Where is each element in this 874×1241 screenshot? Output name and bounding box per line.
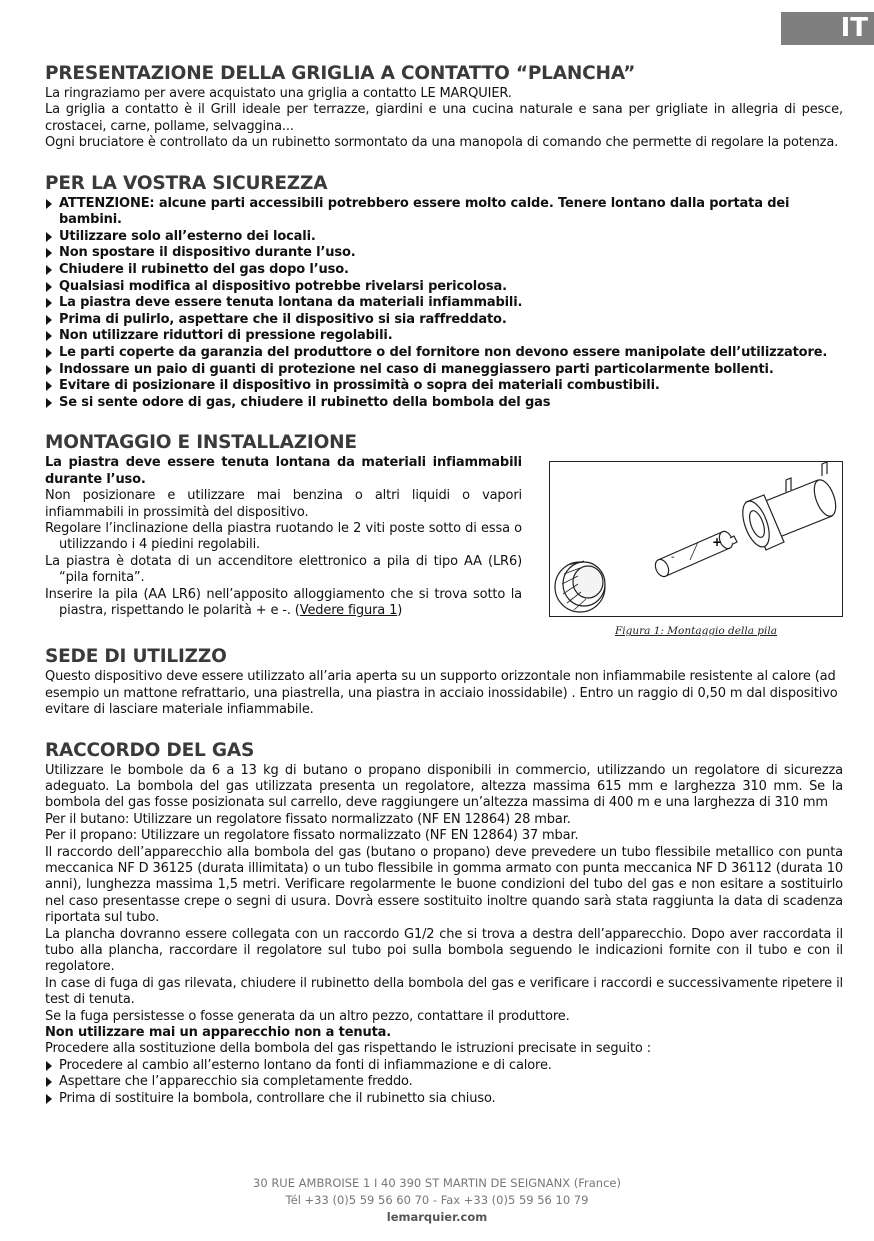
figure-container	[549, 455, 843, 637]
safety-item: Utilizzare solo all’esterno dei locali.	[45, 229, 843, 246]
gas-step: Aspettare che l’apparecchio sia completamente freddo.	[45, 1074, 843, 1091]
bullet-arrow-icon	[46, 398, 52, 408]
safety-item: Indossare un paio di guanti di protezione nel caso di maneggiassero parti particolarmente bollenti.	[45, 362, 843, 379]
safety-item: Evitare di posizionare il dispositivo in prossimità o sopra dei materiali combustibili.	[45, 378, 843, 395]
gas-paragraph: Se la fuga persistesse o fosse generata da un altro pezzo, contattare il produttore.	[45, 1008, 570, 1024]
battery-assembly-illustration	[550, 462, 842, 616]
presentation-paragraph: Ogni bruciatore è controllato da un rubinetto sormontato da una manopola di comando che permette di regolare la potenza.	[45, 135, 839, 151]
gas-section	[45, 739, 843, 1108]
safety-item: La piastra deve essere tenuta lontana da materiali infiammabili.	[45, 295, 843, 312]
bullet-arrow-icon	[46, 348, 52, 358]
gas-paragraph: Il raccordo dell’apparecchio alla bombola del gas (butano o propano) deve prevedere un tubo flessibile metallico con punta meccanica NF D 36125 (durata illimitata) o un tubo flessibile in gomma armato con punta meccanica NF D 36112 (durata 10 anni), lunghezza massima 1,5 metri. Verificare regolarmente le buone condizioni del tubo del gas e non esitare a sostituirlo nel caso presentasse crepe o segni di usura. Dovrà essere sostituito inoltre quando sarà stata raggiunta la data di scadenza riportata sul tubo.	[45, 844, 843, 926]
bullet-arrow-icon	[46, 331, 52, 341]
footer-address: 30 RUE AMBROISE 1 I 40 390 ST MARTIN DE SEIGNANX (France)	[253, 1176, 621, 1190]
safety-item: Non utilizzare riduttori di pressione regolabili.	[45, 328, 843, 345]
plus-label: +	[712, 535, 723, 550]
gas-title: RACCORDO DEL GAS	[45, 739, 255, 761]
safety-item: ATTENZIONE: alcune parti accessibili potrebbero essere molto calde. Tenere lontano dalla portata dei bambini.	[45, 196, 843, 229]
bullet-arrow-icon	[46, 199, 52, 209]
presentation-paragraph: La griglia a contatto è il Grill ideale per terrazze, giardini e una cucina naturale e sana per grigliate in allegria di pesce, crostacei, carne, pollame, selvaggina...	[45, 102, 843, 134]
usage-paragraph: Questo dispositivo deve essere utilizzato all’aria aperta su un supporto orizzontale non infiammabile resistente al calore (ad esempio un mattone refrattario, una piastrella, una piastra in acciaio inossidabile) . Entro un raggio di 0,50 m dal dispositivo evitare di lasciare materiale infiammabile.	[45, 669, 838, 718]
page-footer	[0, 1175, 874, 1226]
gas-paragraph: In case di fuga di gas rilevata, chiudere il rubinetto della bombola del gas e verificare i raccordi e successivamente ripetere il test di tenuta.	[45, 975, 843, 1008]
presentation-paragraph: La ringraziamo per avere acquistato una griglia a contatto LE MARQUIER.	[45, 86, 512, 101]
assembly-section	[45, 431, 843, 637]
minus-label: -	[671, 552, 675, 564]
gas-steps-list	[45, 1058, 843, 1108]
gas-step: Prima di sostituire la bombola, controllare che il rubinetto sia chiuso.	[45, 1091, 843, 1108]
bullet-arrow-icon	[46, 282, 52, 292]
bullet-arrow-icon	[46, 232, 52, 242]
gas-warning: Non utilizzare mai un apparecchio non a tenuta.	[45, 1025, 392, 1041]
assembly-paragraph: Non posizionare e utilizzare mai benzina o altri liquidi o vapori infiammabili in prossimità del dispositivo.	[45, 488, 522, 520]
bullet-arrow-icon	[46, 248, 52, 258]
presentation-title: PRESENTAZIONE DELLA GRIGLIA A CONTATTO “PLANCHA”	[45, 63, 636, 84]
bullet-arrow-icon	[46, 1061, 52, 1071]
footer-website-link[interactable]: lemarquier.com	[386, 1210, 488, 1224]
assembly-paragraph: Regolare l’inclinazione della piastra ruotando le 2 viti poste sotto di essa o utilizzando i 4 piedini regolabili.	[45, 520, 522, 553]
bullet-arrow-icon	[46, 315, 52, 325]
safety-item: Se si sente odore di gas, chiudere il rubinetto della bombola del gas	[45, 395, 843, 412]
safety-item: Non spostare il dispositivo durante l’uso.	[45, 245, 843, 262]
usage-title: SEDE DI UTILIZZO	[45, 646, 227, 668]
knob-cap-icon	[555, 561, 605, 612]
igniter-housing-icon	[737, 462, 840, 550]
assembly-text	[45, 455, 522, 637]
figure-reference-link[interactable]: Vedere figura 1	[299, 603, 398, 618]
usage-section	[45, 645, 843, 718]
footer-phone: Tél +33 (0)5 59 56 60 70 - Fax +33 (0)5 59 56 10 79	[285, 1193, 589, 1207]
safety-item: Chiudere il rubinetto del gas dopo l’uso.	[45, 262, 843, 279]
gas-step: Procedere al cambio all’esterno lontano da fonti di infiammazione e di calore.	[45, 1058, 843, 1075]
presentation-section	[45, 62, 843, 152]
bullet-arrow-icon	[46, 365, 52, 375]
bullet-arrow-icon	[46, 1094, 52, 1104]
safety-list	[45, 196, 843, 412]
bullet-arrow-icon	[46, 265, 52, 275]
assembly-title: MONTAGGIO E INSTALLAZIONE	[45, 432, 357, 454]
battery-figure	[549, 461, 843, 617]
gas-paragraph: La plancha dovranno essere collegata con un raccordo G1/2 che si trova a destra dell’apparecchio. Dopo aver raccordata il tubo alla plancha, raccordare il regolatore sul tubo poi sulla bombola seguendo le indicazioni fornite con il tubo e con il regolatore.	[45, 926, 843, 975]
gas-procedure-intro: Procedere alla sostituzione della bombola del gas rispettando le istruzioni precisate in seguito :	[45, 1041, 651, 1057]
assembly-paragraph: La piastra è dotata di un accenditore elettronico a pila di tipo AA (LR6) “pila fornita”.	[45, 553, 522, 586]
language-tab: IT	[781, 12, 874, 45]
figure-caption: Figura 1: Montaggio della pila	[614, 625, 778, 638]
safety-item: Prima di pulirlo, aspettare che il dispositivo si sia raffreddato.	[45, 312, 843, 329]
bullet-arrow-icon	[46, 1077, 52, 1087]
bullet-arrow-icon	[46, 381, 52, 391]
page-content	[45, 62, 843, 1108]
assembly-paragraph: Inserire la pila (AA LR6) nell’apposito alloggiamento che si trova sotto la piastra, rispettando le polarità + e -. (Vedere figura 1)	[45, 586, 522, 618]
safety-item: Qualsiasi modifica al dispositivo potrebbe rivelarsi pericolosa.	[45, 279, 843, 296]
gas-paragraph: Utilizzare le bombole da 6 a 13 kg di butano o propano disponibili in commercio, utilizzando un regolatore di sicurezza adeguato. La bombola del gas utilizzata presenta un regolatore, altezza massima 615 mm e larghezza 310 mm. Se la bombola del gas fosse posizionata sul carrello, deve raggiungere un’altezza massima di 400 m e una larghezza di 310 mm	[45, 762, 843, 811]
gas-paragraph: Per il butano: Utilizzare un regolatore fissato normalizzato (NF EN 12864) 28 mbar.	[45, 811, 571, 827]
battery-icon	[653, 530, 737, 579]
safety-section	[45, 172, 843, 412]
safety-item: Le parti coperte da garanzia del produttore o del fornitore non devono essere manipolate dell’utilizzatore.	[45, 345, 843, 362]
bullet-arrow-icon	[46, 298, 52, 308]
safety-title: PER LA VOSTRA SICUREZZA	[45, 172, 328, 194]
assembly-warning: La piastra deve essere tenuta lontana da materiali infiammabili durante l’uso.	[45, 455, 522, 487]
gas-paragraph: Per il propano: Utilizzare un regolatore fissato normalizzato (NF EN 12864) 37 mbar.	[45, 828, 579, 844]
